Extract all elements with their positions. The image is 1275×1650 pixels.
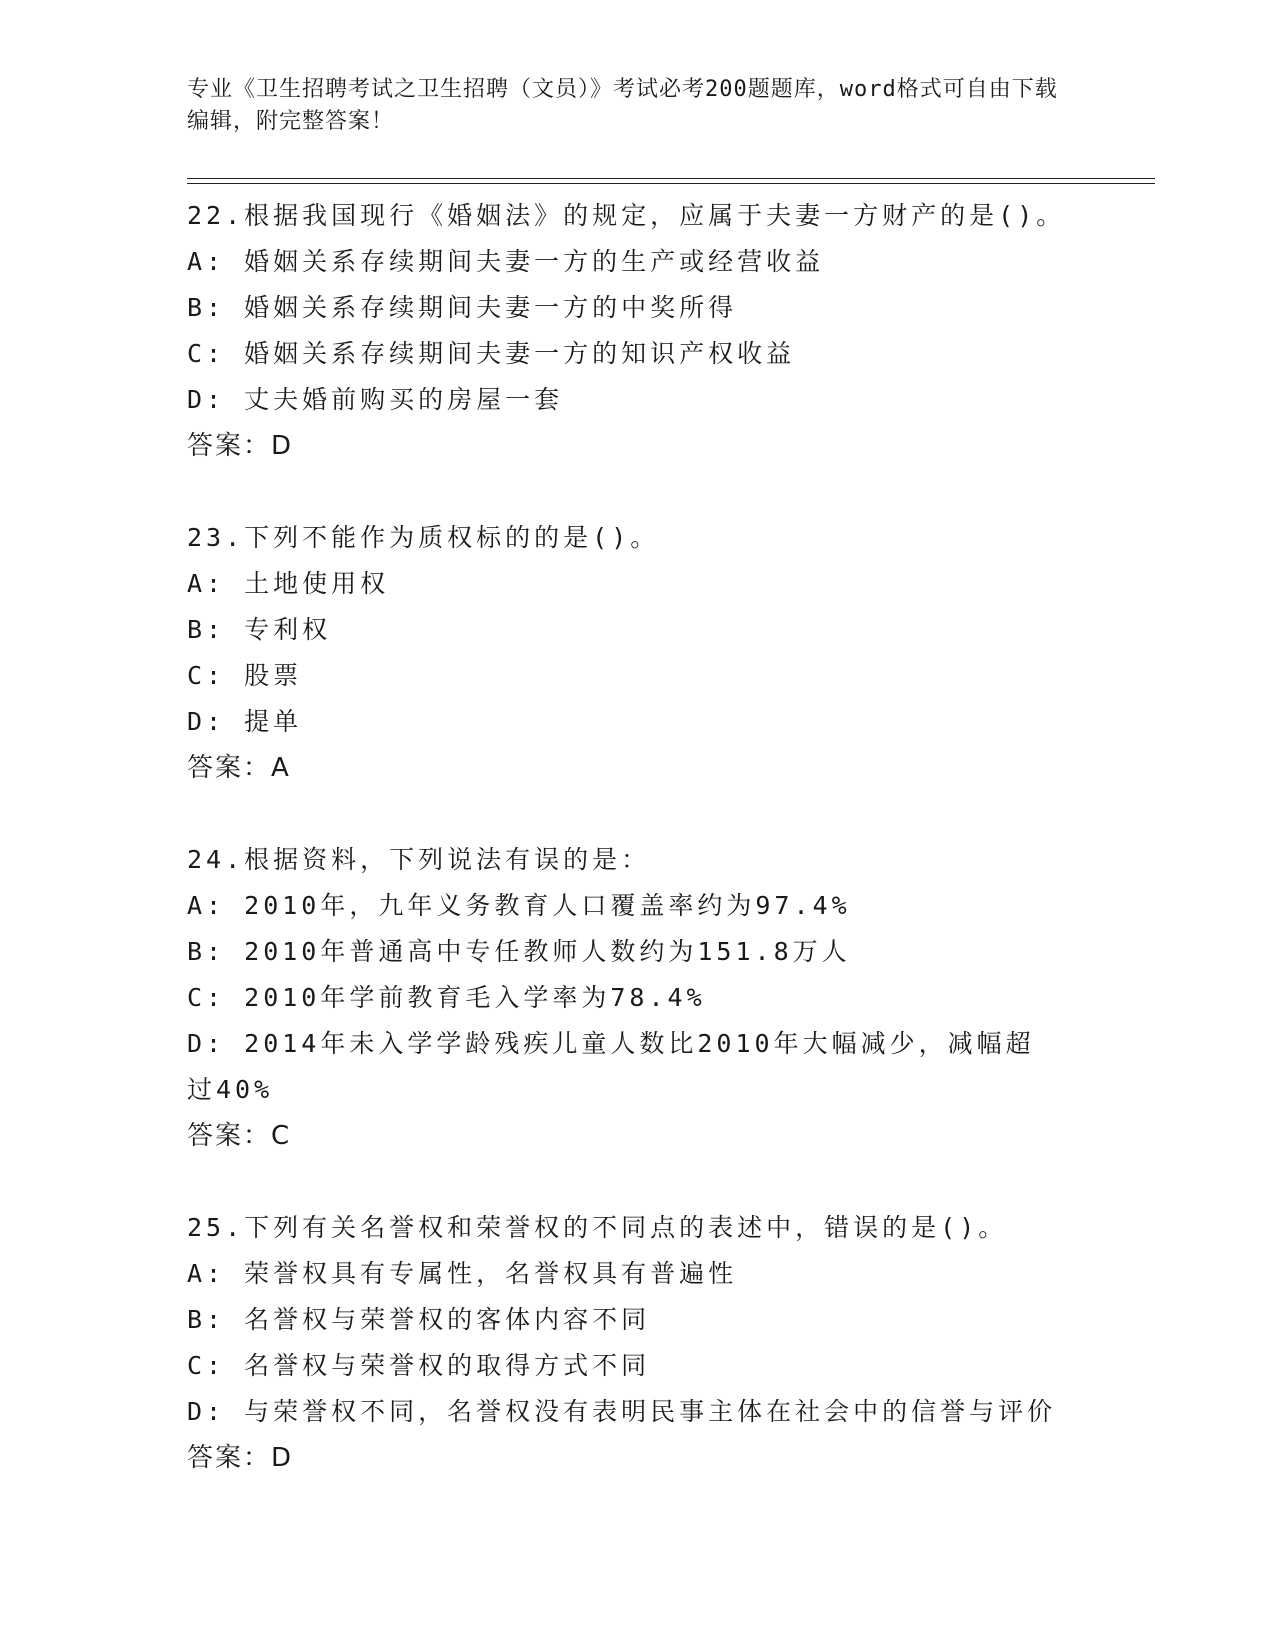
question-stem: 24.根据资料，下列说法有误的是： bbox=[187, 845, 651, 874]
option-c: C: 名誉权与荣誉权的取得方式不同 bbox=[187, 1351, 651, 1380]
question-24 bbox=[187, 837, 1087, 1159]
question-stem: 23.下列不能作为质权标的的是()。 bbox=[187, 523, 660, 552]
option-b: B: 婚姻关系存续期间夫妻一方的中奖所得 bbox=[187, 293, 738, 322]
option-b: B: 2010年普通高中专任教师人数约为151.8万人 bbox=[187, 937, 851, 966]
option-a: A: 荣誉权具有专属性，名誉权具有普遍性 bbox=[187, 1259, 738, 1288]
option-b: B: 专利权 bbox=[187, 615, 332, 644]
option-a: A: 土地使用权 bbox=[187, 569, 390, 598]
option-b: B: 名誉权与荣誉权的客体内容不同 bbox=[187, 1305, 651, 1334]
answer-label: 答案：C bbox=[187, 1121, 292, 1151]
option-d: D: 提单 bbox=[187, 707, 303, 736]
option-a: A: 2010年，九年义务教育人口覆盖率约为97.4% bbox=[187, 891, 851, 920]
answer-label: 答案：A bbox=[187, 753, 291, 783]
question-23 bbox=[187, 515, 1087, 791]
option-c: C: 婚姻关系存续期间夫妻一方的知识产权收益 bbox=[187, 339, 796, 368]
option-d: D: 丈夫婚前购买的房屋一套 bbox=[187, 385, 564, 414]
answer-label: 答案：D bbox=[187, 1443, 294, 1473]
question-22 bbox=[187, 193, 1087, 469]
option-c: C: 2010年学前教育毛入学率为78.4% bbox=[187, 983, 706, 1012]
option-d: D: 与荣誉权不同，名誉权没有表明民事主体在社会中的信誉与评价 bbox=[187, 1397, 1057, 1426]
document-title: 专业《卫生招聘考试之卫生招聘（文员）》考试必考200题题库，word格式可自由下载编辑，附完整答案！ bbox=[187, 77, 1058, 134]
question-stem: 25.下列有关名誉权和荣誉权的不同点的表述中，错误的是()。 bbox=[187, 1213, 1008, 1242]
header-divider-top bbox=[187, 178, 1155, 179]
question-list bbox=[187, 193, 1087, 1527]
option-a: A: 婚姻关系存续期间夫妻一方的生产或经营收益 bbox=[187, 247, 825, 276]
option-d: D: 2014年未入学学龄残疾儿童人数比2010年大幅减少，减幅超过40% bbox=[187, 1029, 1035, 1104]
answer-label: 答案：D bbox=[187, 431, 294, 461]
option-c: C: 股票 bbox=[187, 661, 303, 690]
header-divider-bottom bbox=[187, 183, 1155, 184]
question-25 bbox=[187, 1205, 1087, 1481]
question-stem: 22.根据我国现行《婚姻法》的规定，应属于夫妻一方财产的是()。 bbox=[187, 201, 1066, 230]
